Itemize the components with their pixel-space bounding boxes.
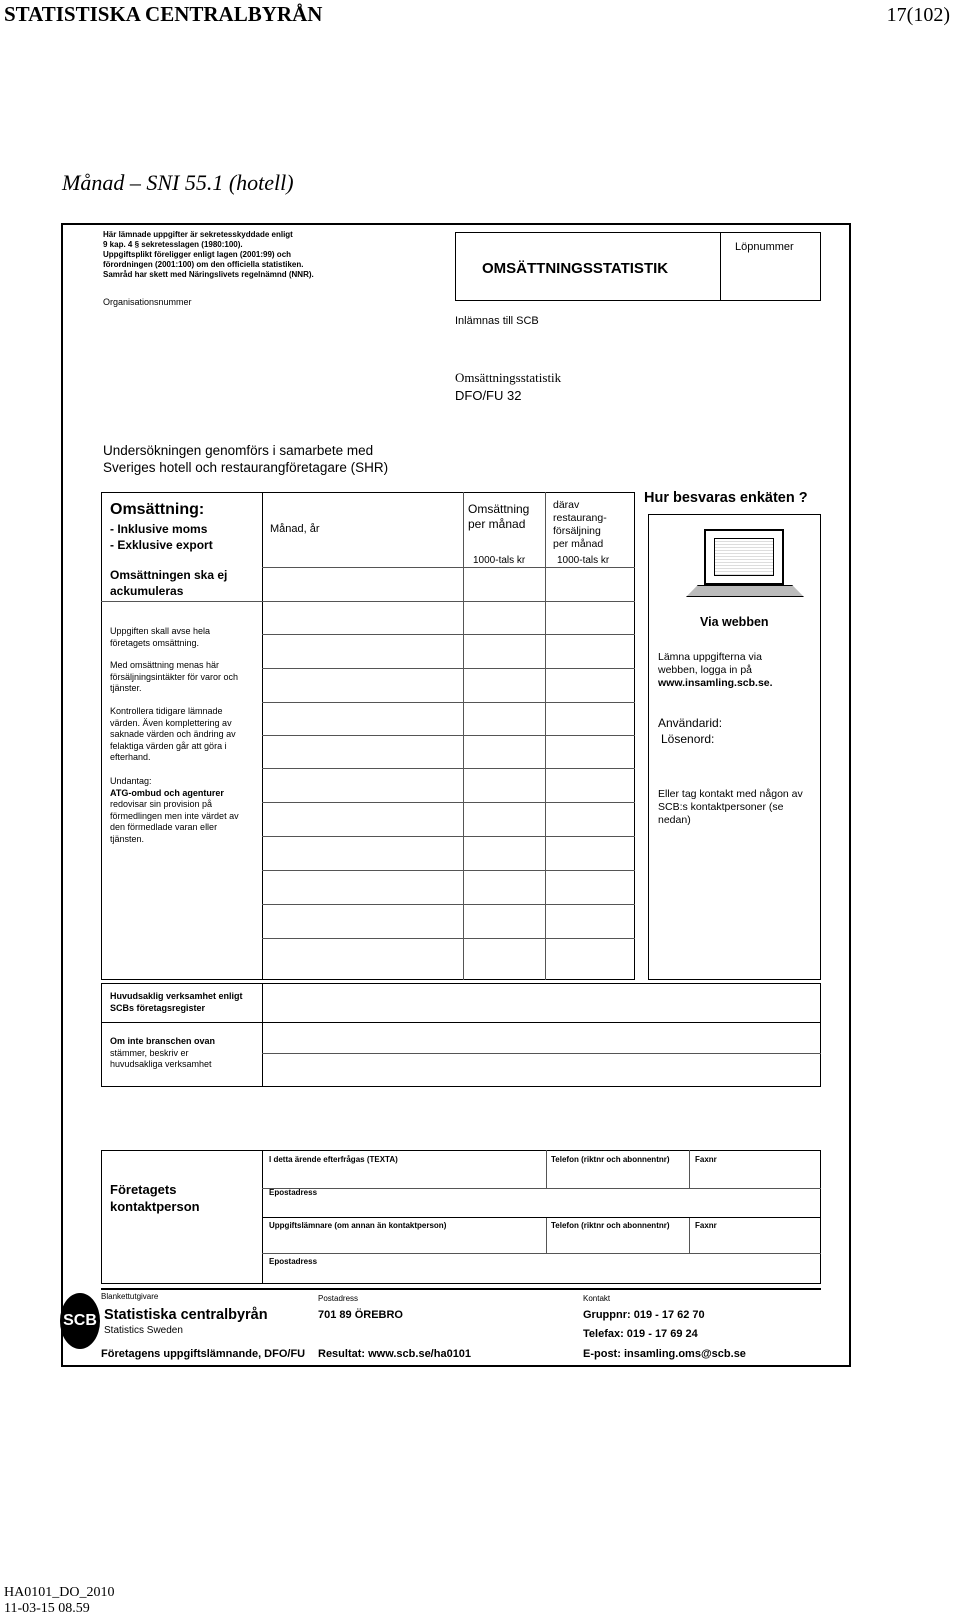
table-row-line bbox=[262, 802, 635, 803]
contact-row-line bbox=[262, 1217, 821, 1218]
instruction-line: tjänster. bbox=[110, 683, 142, 693]
other-activity-line: Om inte branschen ovan bbox=[110, 1036, 216, 1046]
instruction-line: försäljningsintäkter för varor och bbox=[110, 671, 239, 682]
fax-label: Faxnr bbox=[695, 1155, 717, 1164]
contact-row-line bbox=[262, 1188, 821, 1189]
legal-line: Här lämnade uppgifter är sekretesskyddade enligt bbox=[103, 230, 293, 239]
column-turnover-2: per månad bbox=[468, 517, 526, 531]
excl-export-label: - Exklusive export bbox=[110, 538, 213, 552]
table-row-line bbox=[262, 768, 635, 769]
web-url: www.insamling.scb.se. bbox=[658, 677, 773, 689]
web-instructions bbox=[658, 651, 773, 690]
column-restaurant bbox=[553, 499, 607, 551]
instruction-1 bbox=[110, 626, 260, 649]
email-label: Epostadress bbox=[269, 1188, 318, 1197]
contact-instructions bbox=[658, 788, 803, 827]
instruction-line: redovisar sin provision på bbox=[110, 799, 213, 809]
not-accumulated-line-2: ackumuleras bbox=[110, 584, 184, 598]
instruction-line: ATG-ombud och agenturer bbox=[110, 787, 224, 798]
scb-name: Statistiska centralbyrån bbox=[104, 1307, 268, 1323]
table-col-divider bbox=[463, 492, 464, 980]
contact-divider bbox=[689, 1217, 690, 1253]
instruction-4 bbox=[110, 776, 262, 845]
column-month: Månad, år bbox=[270, 523, 320, 535]
laptop-screen bbox=[714, 538, 774, 576]
table-header-line bbox=[262, 567, 635, 568]
user-id-label: Användarid: bbox=[658, 716, 723, 730]
instruction-line: saknade värden och ändring av bbox=[110, 729, 236, 739]
contact-instruction-line: nedan) bbox=[658, 814, 691, 826]
cooperation-line-1: Undersökningen genomförs i samarbete med bbox=[103, 443, 374, 458]
instruction-line: efterhand. bbox=[110, 752, 151, 762]
instruction-line: Undantag: bbox=[110, 776, 152, 786]
contact-instruction-line: SCB:s kontaktpersoner (se bbox=[658, 801, 784, 813]
main-activity-line: SCBs företagsregister bbox=[110, 1002, 206, 1013]
org-number-label: Organisationsnummer bbox=[103, 297, 192, 307]
contact-heading-1: Företagets bbox=[110, 1182, 177, 1197]
scb-name-en: Statistics Sweden bbox=[104, 1325, 183, 1336]
instruction-line: den förmedlade varan eller bbox=[110, 822, 218, 832]
other-activity-line: stämmer, beskriv er bbox=[110, 1047, 189, 1058]
group-number: Gruppnr: 019 - 17 62 70 bbox=[583, 1309, 705, 1321]
other-activity-line: huvudsakliga verksamhet bbox=[110, 1059, 212, 1069]
web-instruction-line: Lämna uppgifterna via bbox=[658, 651, 762, 663]
instruction-3 bbox=[110, 706, 260, 764]
table-row-line bbox=[262, 668, 635, 669]
laptop-keyboard-icon bbox=[686, 585, 804, 597]
how-to-answer-heading: Hur besvaras enkäten ? bbox=[644, 490, 808, 506]
via-web-heading: Via webben bbox=[700, 615, 769, 629]
instruction-line: Uppgiften skall avse hela bbox=[110, 626, 211, 636]
contact-row-line bbox=[262, 1253, 821, 1254]
scb-logo: SCB bbox=[60, 1293, 100, 1349]
column-turnover-1: Omsättning bbox=[468, 502, 530, 516]
main-activity-line: Huvudsaklig verksamhet enligt bbox=[110, 991, 243, 1001]
contact-email: E-post: insamling.oms@scb.se bbox=[583, 1348, 746, 1360]
phone-label-2: Telefon (riktnr och abonnentnr) bbox=[551, 1221, 670, 1230]
activity-row-line bbox=[262, 1053, 821, 1054]
instruction-line: tjänsten. bbox=[110, 833, 145, 844]
contact-name-label: I detta ärende efterfrågas (TEXTA) bbox=[269, 1155, 398, 1164]
not-accumulated-line-1: Omsättningen ska ej bbox=[110, 568, 228, 582]
legal-line: Samråd har skett med Näringslivets regelnämnd (NNR). bbox=[103, 270, 314, 279]
issuer-label: Blankettutgivare bbox=[101, 1292, 159, 1301]
other-activity-label bbox=[110, 1036, 215, 1071]
email-label-2: Epostadress bbox=[269, 1257, 318, 1266]
document-footer bbox=[4, 1585, 114, 1617]
address-line-2: DFO/FU 32 bbox=[455, 388, 522, 403]
legal-notice bbox=[103, 230, 333, 280]
table-row-line bbox=[262, 836, 635, 837]
legal-line: 9 kap. 4 § sekretesslagen (1980:100). bbox=[103, 240, 243, 249]
column-restaurant-line: restaurang- bbox=[553, 512, 607, 524]
omsattning-heading: Omsättning: bbox=[110, 501, 205, 518]
contact-instruction-line: Eller tag kontakt med någon av bbox=[658, 788, 803, 800]
header-organisation: STATISTISKA CENTRALBYRÅN bbox=[4, 2, 323, 26]
table-row-line bbox=[262, 702, 635, 703]
column-restaurant-line: per månad bbox=[553, 538, 604, 550]
bottom-left-text: Företagens uppgiftslämnande, DFO/FU bbox=[101, 1348, 306, 1360]
instruction-line: förmedlingen men inte värdet av bbox=[110, 810, 239, 821]
postal-address: 701 89 ÖREBRO bbox=[318, 1309, 403, 1321]
activity-row-line bbox=[101, 1022, 821, 1023]
instruction-line: värden. Även komplettering av bbox=[110, 717, 232, 728]
table-row-line bbox=[262, 870, 635, 871]
fax-label-2: Faxnr bbox=[695, 1221, 717, 1230]
instruction-line: Med omsättning menas här bbox=[110, 660, 220, 670]
table-row-line bbox=[101, 601, 635, 602]
laptop-icon bbox=[704, 529, 784, 585]
table-row-line bbox=[262, 634, 635, 635]
table-row-line bbox=[262, 938, 635, 939]
form-title: OMSÄTTNINGSSTATISTIK bbox=[482, 260, 669, 277]
address-line-1: Omsättningsstatistik bbox=[455, 370, 562, 385]
telefax-number: Telefax: 019 - 17 69 24 bbox=[583, 1328, 698, 1340]
contact-label: Kontakt bbox=[583, 1294, 611, 1303]
column-restaurant-line: försäljning bbox=[553, 525, 601, 537]
legal-line: förordningen (2001:100) om den officiella statistiken. bbox=[103, 260, 304, 269]
cooperation-line-2: Sveriges hotell och restaurangföretagare (SHR) bbox=[103, 460, 389, 475]
document-code: HA0101_DO_2010 bbox=[4, 1585, 115, 1600]
column-restaurant-unit: 1000-tals kr bbox=[557, 555, 610, 566]
password-label: Lösenord: bbox=[661, 732, 715, 746]
contact-divider bbox=[546, 1150, 547, 1188]
document-date: 11-03-15 08.59 bbox=[4, 1601, 90, 1616]
table-row-line bbox=[262, 735, 635, 736]
title-divider bbox=[720, 232, 721, 301]
column-turnover-unit: 1000-tals kr bbox=[473, 555, 526, 566]
main-activity-label bbox=[110, 991, 243, 1014]
instruction-line: Kontrollera tidigare lämnade bbox=[110, 706, 223, 716]
legal-line: Uppgiftsplikt föreligger enligt lagen (2001:99) och bbox=[103, 250, 292, 259]
instruction-line: felaktiga värden går att göra i bbox=[110, 740, 227, 751]
instruction-2 bbox=[110, 660, 262, 695]
form-footer-line bbox=[101, 1288, 821, 1290]
phone-label: Telefon (riktnr och abonnentnr) bbox=[551, 1155, 670, 1164]
web-instruction-line: webben, logga in på bbox=[658, 664, 752, 676]
contact-heading-2: kontaktperson bbox=[110, 1199, 200, 1214]
incl-vat-label: - Inklusive moms bbox=[110, 522, 208, 536]
activity-divider bbox=[262, 983, 263, 1087]
table-row-line bbox=[262, 904, 635, 905]
postal-label: Postadress bbox=[318, 1294, 359, 1303]
submit-to-label: Inlämnas till SCB bbox=[455, 315, 539, 327]
column-restaurant-line: därav bbox=[553, 499, 580, 511]
lopnummer-label: Löpnummer bbox=[735, 241, 794, 253]
contact-divider bbox=[546, 1217, 547, 1253]
instruction-line: företagets omsättning. bbox=[110, 637, 200, 648]
table-col-divider bbox=[262, 492, 263, 980]
contact-divider bbox=[689, 1150, 690, 1188]
respondent-label: Uppgiftslämnare (om annan än kontaktperson) bbox=[269, 1221, 447, 1230]
page-subtitle: Månad – SNI 55.1 (hotell) bbox=[62, 170, 294, 195]
result-url: Resultat: www.scb.se/ha0101 bbox=[318, 1348, 472, 1360]
table-col-divider bbox=[545, 492, 546, 980]
page-number: 17(102) bbox=[886, 4, 950, 26]
